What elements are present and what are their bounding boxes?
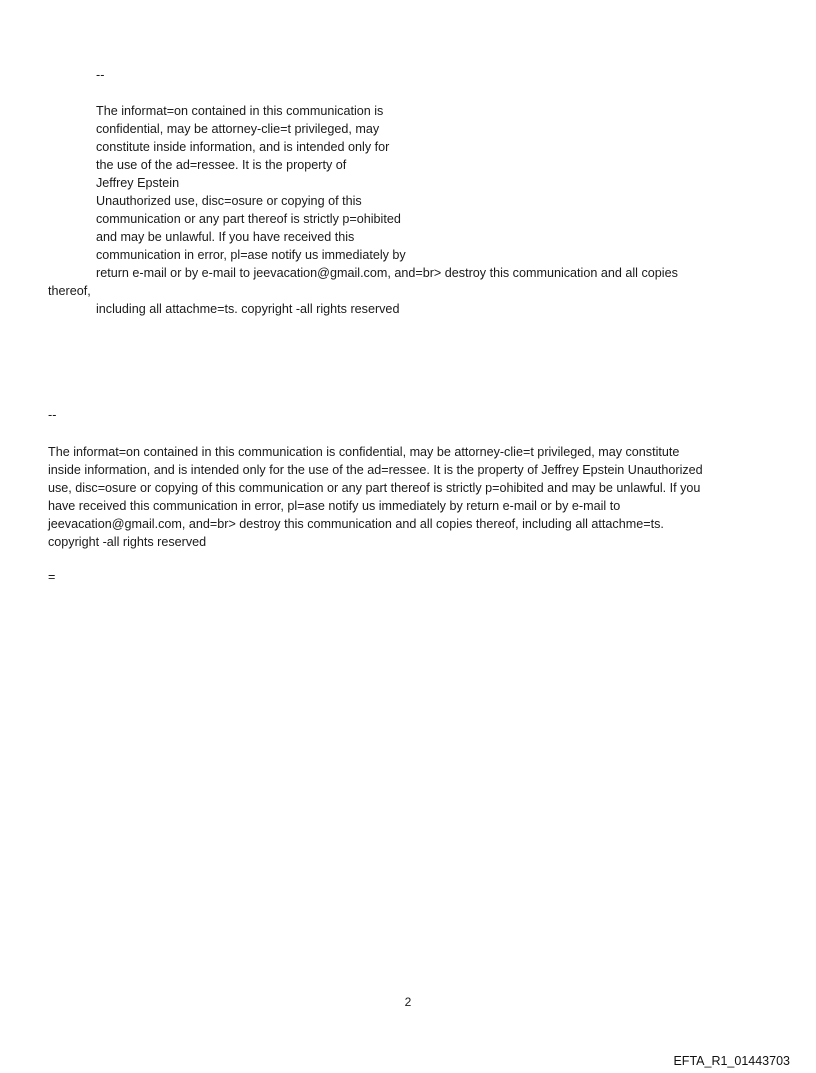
disclaimer-2-line-4: have received this communication in error, pl=ase notify us immediately by return e-mail or by e-mail to bbox=[48, 499, 621, 513]
disclaimer-2-line-2: inside information, and is intended only for the use of the ad=ressee. It is the property of Jeffrey Epstein Unauthorized bbox=[48, 463, 703, 477]
disclaimer-2-line-1: The informat=on contained in this communication is confidential, may be attorney-clie=t privileged, may constitute bbox=[48, 445, 680, 459]
disclaimer-1-line-4: the use of the ad=ressee. It is the property of bbox=[96, 158, 347, 172]
disclaimer-1-line-2: confidential, may be attorney-clie=t privileged, may bbox=[96, 122, 380, 136]
disclaimer-2-line-6: copyright -all rights reserved bbox=[48, 535, 207, 549]
separator-2: -- bbox=[48, 408, 57, 422]
disclaimer-1-line-11: thereof, bbox=[48, 284, 91, 298]
disclaimer-1-line-12: including all attachme=ts. copyright -all rights reserved bbox=[96, 302, 400, 316]
disclaimer-1-line-6: Unauthorized use, disc=osure or copying of this bbox=[96, 194, 362, 208]
disclaimer-1-line-1: The informat=on contained in this communication is bbox=[96, 104, 384, 118]
disclaimer-1-line-3: constitute inside information, and is intended only for bbox=[96, 140, 390, 154]
disclaimer-1-line-7: communication or any part thereof is strictly p=ohibited bbox=[96, 212, 401, 226]
disclaimer-2-line-3: use, disc=osure or copying of this communication or any part thereof is strictly p=ohibited and may be unlawful. If you bbox=[48, 481, 701, 495]
page-number: 2 bbox=[404, 995, 412, 1009]
disclaimer-1-line-9: communication in error, pl=ase notify us immediately by bbox=[96, 248, 406, 262]
separator-1: -- bbox=[96, 68, 105, 82]
disclaimer-2-line-5: jeevacation@gmail.com, and=br> destroy this communication and all copies thereof, including all attachme=ts. bbox=[48, 517, 664, 531]
disclaimer-1-line-8: and may be unlawful. If you have received this bbox=[96, 230, 355, 244]
disclaimer-1-line-5: Jeffrey Epstein bbox=[96, 176, 180, 190]
trailing-equals-mark: = bbox=[48, 570, 56, 584]
document-id: EFTA_R1_01443703 bbox=[673, 1054, 790, 1068]
disclaimer-1-line-10: return e-mail or by e-mail to jeevacation@gmail.com, and=br> destroy this communication and all copies bbox=[96, 266, 678, 280]
